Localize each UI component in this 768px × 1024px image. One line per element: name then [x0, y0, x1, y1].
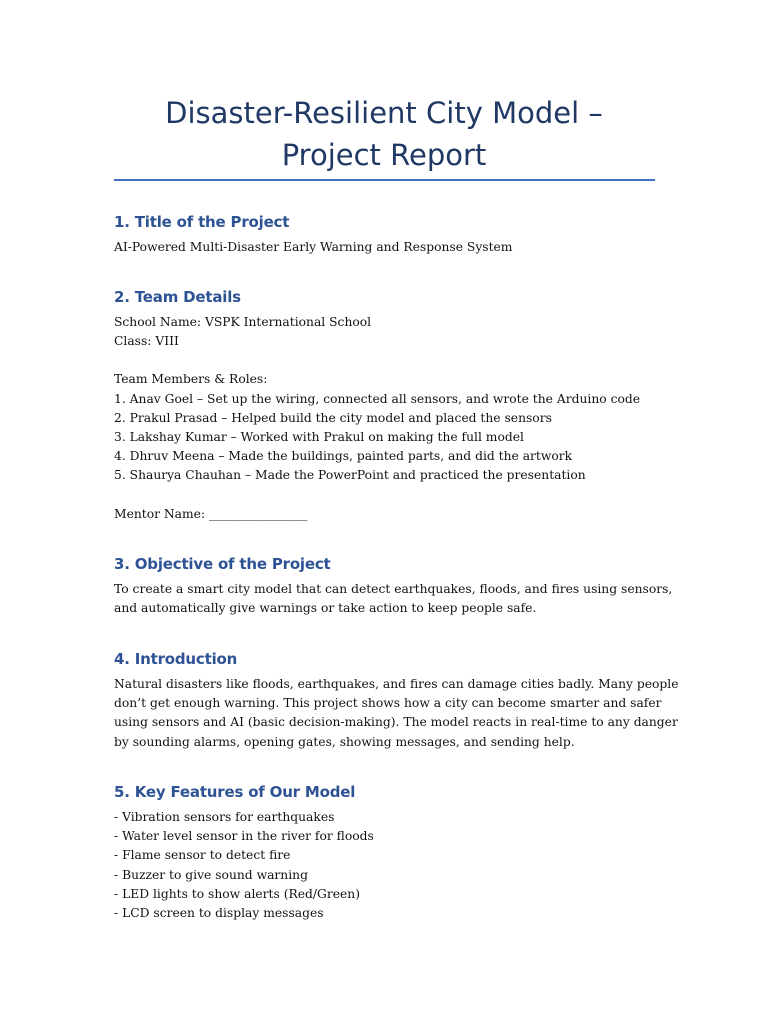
feature-list-item: - LED lights to show alerts (Red/Green) [114, 886, 361, 901]
team-members-label: Team Members & Roles: [114, 372, 268, 387]
team-member-item: 4. Dhruv Meena – Made the buildings, painted parts, and did the artwork [114, 449, 573, 464]
team-member-item: 1. Anav Goel – Set up the wiring, connected all sensors, and wrote the Arduino code [114, 391, 641, 406]
section-heading: 1. Title of the Project [114, 213, 290, 231]
paragraph-gap [114, 486, 674, 505]
team-member-item: 3. Lakshay Kumar – Worked with Prakul on making the full model [114, 430, 524, 445]
title-underline-rule [114, 179, 655, 181]
section-team-details [114, 287, 674, 524]
section-text-line: AI-Powered Multi-Disaster Early Warning and Response System [114, 240, 513, 254]
team-member-item: 2. Prakul Prasad – Helped build the city model and placed the sensors [114, 410, 552, 425]
section-heading: 4. Introduction [114, 650, 238, 668]
feature-list-item: - Vibration sensors for earthquakes [114, 810, 335, 824]
feature-list-item: - Flame sensor to detect fire [114, 848, 291, 863]
section-text-line: using sensors and AI (basic decision-making). The model reacts in real-time to any danger [114, 715, 678, 730]
document-title: Disaster-Resilient City Model – Project Report [165, 96, 603, 172]
section-text-line: To create a smart city model that can detect earthquakes, floods, and fires using sensors, [114, 582, 673, 596]
section-title-of-project [114, 212, 674, 257]
team-member-item: 5. Shaurya Chauhan – Made the PowerPoint and practiced the presentation [114, 468, 586, 483]
section-text-line: Natural disasters like floods, earthquakes, and fires can damage cities badly. Many people [114, 677, 679, 691]
feature-list-item: - LCD screen to display messages [114, 906, 324, 921]
section-text-line: and automatically give warnings or take action to keep people safe. [114, 601, 537, 616]
feature-list-item: - Water level sensor in the river for floods [114, 829, 374, 844]
section-text-line: don’t get enough warning. This project shows how a city can become smarter and safer [114, 696, 662, 711]
section-key-features [114, 782, 674, 923]
class-line: Class: VIII [114, 334, 179, 349]
section-heading: 2. Team Details [114, 288, 241, 306]
section-heading: 5. Key Features of Our Model [114, 783, 356, 801]
section-objective [114, 554, 674, 618]
section-heading: 3. Objective of the Project [114, 555, 331, 573]
section-text-line: by sounding alarms, opening gates, showing messages, and sending help. [114, 734, 575, 749]
section-introduction [114, 649, 679, 752]
school-name-line: School Name: VSPK International School [114, 315, 372, 329]
mentor-name-line: Mentor Name: ________________ [114, 506, 308, 521]
paragraph-gap [114, 351, 674, 370]
feature-list-item: - Buzzer to give sound warning [114, 867, 308, 882]
